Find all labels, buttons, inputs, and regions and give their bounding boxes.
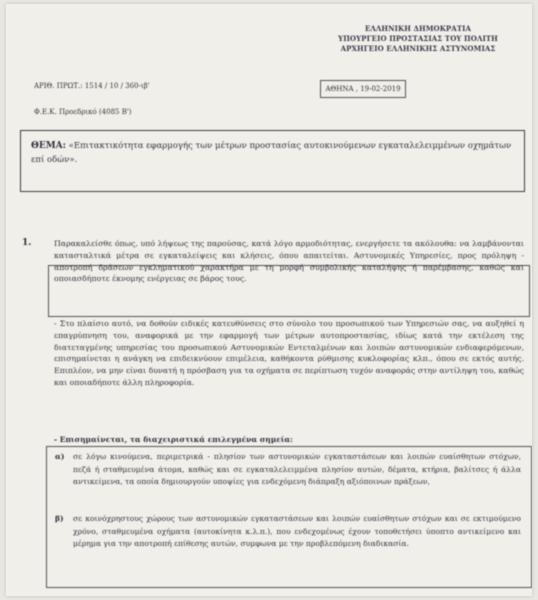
paragraph: Παρακαλείσθε όπως, υπό λήψεως της παρούσας, κατά λόγο αρμοδιότητας, ενεργήσετε τα ακόλουθα: να λαμβάνονται κατασταλτικά μέτρα σε εγκαταλείψεις και κλήσεις, όπου απαιτείται. Αστυνομικές Υπηρεσίες, προς πρόληψη - αποτροπή δράσεων εγκληματικού χαρακτήρα με τη μορφή συμβολικής καταλήψης ή παρέμβασης, καθώς και οποιασδήποτε έκνομης ενέργειας σε βάρος τους. <box>54 239 524 284</box>
agency-header <box>306 24 530 54</box>
agency-line: ΥΠΟΥΡΓΕΙΟ ΠΡΟΣΤΑΣΙΑΣ ΤΟΥ ΠΟΛΙΤΗ <box>338 34 498 43</box>
list-item-text: σε λόγω κινούμενα, περιμετρικά - πλησίον των αστυνομικών εγκαταστάσεων και λοιπών ευαίσθητων στόχων, πεζά ή σταθμευμένα άτομα, καθώς και σε εγκαταλελειμμένα πλησίον αυτών, δέματα, κτήρια, βαλίτσες ή άλλα αντικείμενα, τα οποία δημιουργούν υποψίες για ενδεχόμενη διάπραξη αξιόποινων πράξεων, <box>73 452 521 486</box>
list-item <box>55 513 521 551</box>
agency-line: ΑΡΧΗΓΕΙΟ ΕΛΛΗΝΙΚΗΣ ΑΣΤΥΝΟΜΙΑΣ <box>340 44 496 53</box>
subject-text: «Επιτακτικότητα εφαρμογής των μέτρων προστασίας αυτοκινούμενων εγκαταλελειμμένων οχημάτων επί οδών». <box>31 141 512 165</box>
list-marker: β) <box>55 514 64 523</box>
points-list <box>46 446 532 588</box>
section-number: 1. <box>22 238 32 248</box>
list-item <box>55 451 521 489</box>
list-marker: α) <box>55 452 65 461</box>
fek-reference: Φ.Ε.Κ. Προεδρικό (4085 Β') <box>34 108 132 116</box>
subject-box <box>20 130 525 192</box>
paragraph-heading: - Επισημαίνεται, τα διαχειριστικά επιλεγμένα σημεία: <box>54 435 293 444</box>
place-date: ΑΘΗΝΑ , 19-02-2019 <box>320 80 406 98</box>
subject-label: ΘΕΜΑ: <box>31 141 66 151</box>
document-page <box>6 4 532 596</box>
protocol-number: ΑΡΙΘ. ΠΡΩΤ.: 1514 / 10 / 360-ιβ' <box>34 82 150 90</box>
paragraph: - Στο πλαίσιο αυτό, να δοθούν ειδικές κατευθύνσεις στο σύνολο του προσωπικού των Υπηρεσιών σας, να αυξηθεί η επαγρύπνηση του, αναφορικά με την εφαρμογή των μέτρων αυτοπροστασίας, ιδίως κατά την εκτέλεση της διατεταγμένης υπηρεσίας του προσωπικού Αστυνομικών Εντεταλμένων και λοιπών αστυνομικών ενδιαφερόμενων, επισημαίνεται η ανάγκη να επιδεικνύουν επιμέλεια, καθήκοντα ρύθμισης κυκλοφορίας κλπ., όπου σε εκτός αυτής. Επιπλέον, να μην είναι δυνατή η πρόσβαση για τα οχήματα σε περίπτωση τυχόν αναφοράς στην αντίληψη του, καθώς και οποιαδήποτε άλλη πληροφορία. <box>54 319 524 387</box>
agency-line: ΕΛΛΗΝΙΚΗ ΔΗΜΟΚΡΑΤΙΑ <box>364 24 472 33</box>
list-item-text: σε κοινόχρηστους χώρους των αστυνομικών εγκαταστάσεων και λοιπών ευαίσθητων στόχων και σε εκτιμούμενο χρόνο, σταθμευμένα οχήματα (αυτοκίνητα κ.λ.π.), που ενδεχομένως έχουν τοποθετήσει ύποπτο αντικείμενο και μέρημα για την αποτροπή επίθεσης αυτών, συμφωνα με την προβλεπόμενη διαδικασία. <box>73 514 521 548</box>
